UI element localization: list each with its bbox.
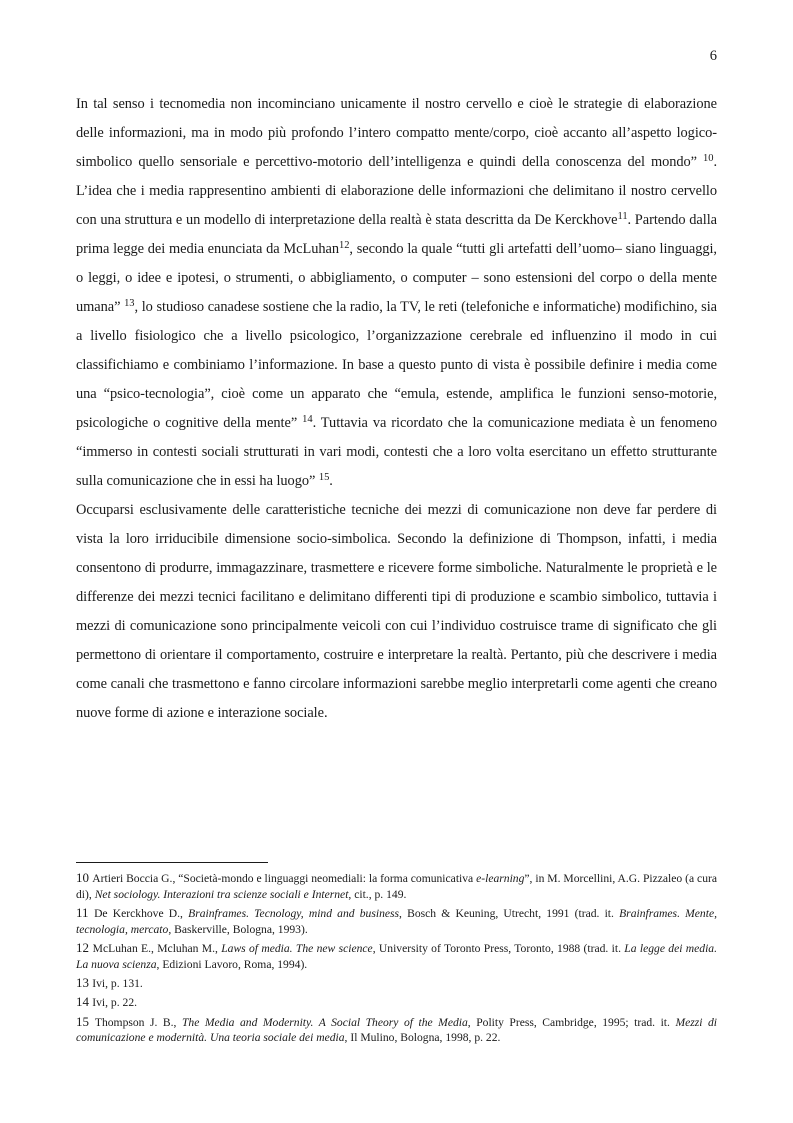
footnote-text: , Edizioni Lavoro, Roma, 1994). [156,957,308,971]
footnote-number: 11 [76,905,89,920]
footnote [76,940,717,972]
italic-title: La legge dei media. La nuova scienza [76,942,717,971]
footnote-text: Artieri Boccia G., “Società-mondo e linguaggi neomediali: la forma comunicativa [92,872,477,885]
footnotes [76,870,717,1049]
footnote-reference: 10 [703,153,714,164]
footnote-reference: 15 [318,472,330,483]
footnote-reference: 13 [124,298,135,309]
text-run: , lo studioso canadese sostiene che la radio, la TV, le reti (telefoniche e informatiche) modifichino, sia a livello fisiologico che a livello psicologico, l’organizzazione cerebrale ed influenzino il modo in cui classifichiamo e combiniamo l’informazione. In base a questo punto di vista è possibile definire i media come una “psico-tecnologia”, cioè come un apparato che “emula, estende, amplifica le funzioni senso-motorie, psicologiche o cognitive della mente” [76,299,718,431]
footnote-text: , University of Toronto Press, Toronto, 1988 (trad. it. [372,942,625,955]
text-run: . L’idea che i media rappresentino ambienti di elaborazione delle informazioni che delimitano il nostro cervello con una struttura e un modello di interpretazione della realtà è stata descritta da De Kerckhove [76,154,717,228]
footnote-text: , Polity Press, Cambridge, 1995; trad. it. [467,1015,676,1029]
italic-title: The Media and Modernity. A Social Theory of the Media [181,1015,468,1029]
paragraph [76,496,717,728]
footnote-number: 12 [76,940,89,955]
footnote [76,994,717,1011]
page-number: 6 [709,48,717,64]
footnote-reference: 14 [302,414,313,425]
footnote [76,1014,717,1046]
footnote-reference: 11 [617,211,628,222]
footnote-text: Thompson J. B., [94,1015,182,1029]
footnote-text: , Il Mulino, Bologna, 1998, p. 22. [344,1031,501,1045]
footnote-text: Ivi, p. 131. [92,977,143,990]
text-run: Occuparsi esclusivamente delle caratteristiche tecniche dei mezzi di comunicazione non deve far perdere di vista la loro irriducibile dimensione socio-simbolica. Secondo la definizione di Thompson, infatti, i media consentono di produrre, immagazzinare, trasmettere e ricevere forme simboliche. Naturalmente le proprietà e le differenze dei mezzi tecnici facilitano e delimitano differenti tipi di produzione e scambio simbolico, tuttavia i mezzi di comunicazione sono principalmente veicoli con cui l’individuo costruisce trame di significato che gli permettono di orientare il comportamento, costruire e interpretare la realtà. Pertanto, più che descrivere i media come canali che trasmettono e fanno circolare informazioni sarebbe meglio interpretarli come agenti che creano nuove forme di azione e interazione sociale. [76,502,717,721]
footnote-reference: 12 [339,240,350,251]
text-run: , secondo la quale “tutti gli artefatti dell’uomo– siano linguaggi, o leggi, o idee e ipotesi, o strumenti, o abbigliamento, o computer – sono estensioni del corpo o della mente umana” [76,241,717,315]
italic-title: e-learning [476,872,525,885]
footnote-text: , cit., p. 149. [348,887,407,901]
footnote-text: ”, in M. Morcellini, A.G. Pizzaleo (a cura di), [76,872,717,901]
footnote-number: 15 [76,1013,89,1029]
text-run: In tal senso i tecnomedia non incominciano unicamente il nostro cervello e cioè le strategie di elaborazione delle informazioni, ma in modo più profondo l’intero compatto mente/corpo, cioè accanto all’aspetto logico-simbolico quello sensoriale e percettivo-motorio dell’intelligenza e quindi della conoscenza del mondo” [76,96,717,170]
paragraph [76,90,717,496]
footnote-number: 14 [76,994,89,1010]
footnote [76,870,717,902]
text-run: . Partendo dalla prima legge dei media enunciata da McLuhan [76,212,717,257]
footnote [76,975,717,992]
text-run: . Tuttavia va ricordato che la comunicazione mediata è un fenomeno “immerso in contesti sociali strutturati in vari modi, contesti che a loro volta esercitano un effetto strutturante sulla comunicazione che in essi ha luogo” [76,415,717,489]
footnote-text: McLuhan E., Mcluhan M., [92,942,222,955]
footnote-separator [76,862,268,863]
italic-title: Laws of media. The new science [221,942,373,955]
footnote-number: 10 [76,870,89,885]
italic-title: Brainframes. Mente, tecnologia, mercato [76,907,717,936]
footnote-text: De Kerckhove D., [94,907,189,920]
footnote-text: , Bosch & Keuning, Utrecht, 1991 (trad. it. [399,907,620,920]
text-run: . [329,473,333,489]
footnote-text: Ivi, p. 22. [92,996,138,1010]
footnote-number: 13 [76,975,89,990]
italic-title: Brainframes. Tecnology, mind and business [188,907,400,920]
italic-title: Net sociology. Interazioni tra scienze sociali e Internet [94,887,349,901]
body-text [76,90,717,728]
italic-title: Mezzi di comunicazione e modernità. Una teoria sociale dei media [76,1015,718,1045]
footnote [76,905,717,937]
footnote-text: , Baskerville, Bologna, 1993). [168,922,308,936]
